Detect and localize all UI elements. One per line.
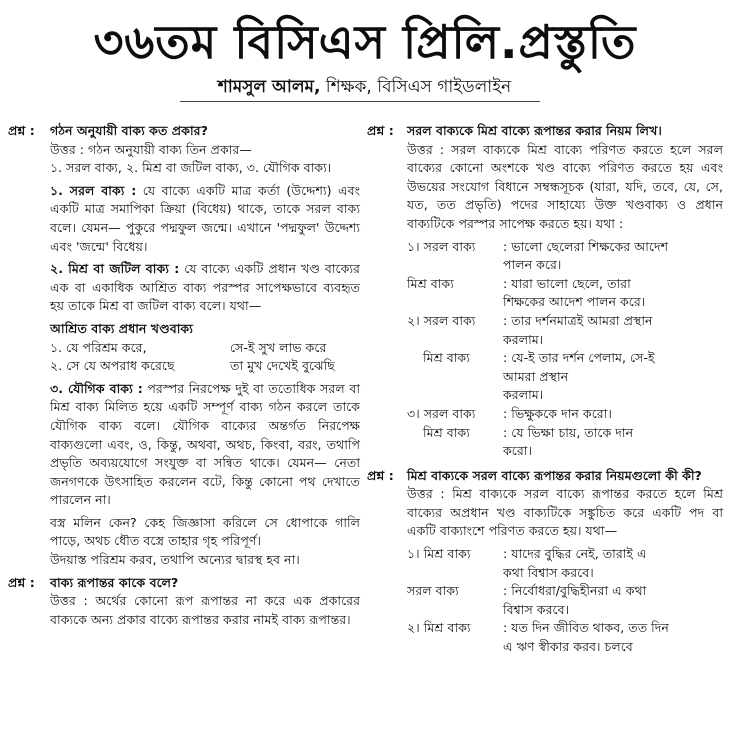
example-label [407, 442, 503, 461]
example-row [407, 349, 723, 368]
question-label: প্রশ্ন : [8, 123, 35, 138]
example-text: করো। [503, 443, 532, 459]
header-divider [180, 101, 540, 102]
answer-line: উত্তর : অর্থের কোনো রূপ রূপান্তর না করে এক প্রকারের বাক্যকে অন্য প্রকার বাক্যে রূপান্তর করার নামই বাক্য রূপান্তর। [50, 593, 360, 627]
example-row [407, 386, 723, 405]
example-row [407, 601, 723, 620]
example-row [407, 331, 723, 350]
section-body: যে বাক্যে একটি মাত্র কর্তা (উদ্দেশ্য) এবং একটি মাত্র সমাপিকা ক্রিয়া (বিধেয়) থাকে, তাকে সরল বাক্য বলে। যেমন— পুকুরে পদ্মফুল জন্মে। এখানে 'পদ্মফুল' উদ্দেশ্য এবং 'জন্মে' বিধেয়। [50, 182, 360, 254]
table-cell: ২. সে যে অপরাধ করেছে [50, 358, 175, 374]
answer-line: উত্তর : মিশ্র বাক্যকে সরল বাক্যে রূপান্তর করতে হলে মিশ্র বাক্যের অপ্রধান খণ্ড বাক্যটিকে সঙ্কুচিত করে একটি পদ বা একটি বাক্যাংশে পরিণত করতে হয়। যথা— [407, 486, 723, 539]
example-text: : যাদের বুদ্ধির নেই, তারাই এ [503, 546, 647, 562]
example-text: : যে-ই তার দর্শন পেলাম, সে-ই [503, 350, 655, 366]
example-label [407, 331, 503, 350]
question-text: মিশ্র বাক্যকে সরল বাক্যে রূপান্তর করার নিয়মগুলো কী কী? [407, 467, 702, 483]
example-text: শিক্ষকের আদেশ পালন করে। [503, 294, 646, 310]
section-body: যে বাক্যে একটি প্রধান খণ্ড বাক্যের এক বা একাধিক আশ্রিত বাক্য পরস্পর সাপেক্ষভাবে ব্যবহৃত হয় তাকে মিশ্র বা জটিল বাক্য বলে। যথা— [50, 261, 360, 314]
example-line: উদয়াস্ত পরিশ্রম করব, তথাপি অন্যের দ্বারস্থ হব না। [50, 552, 300, 568]
example-row [407, 424, 723, 443]
question-2 [8, 574, 360, 593]
example-text: করলাম। [503, 387, 544, 403]
byline [0, 76, 729, 98]
example-row [407, 638, 723, 657]
section-heading: ৩. যৌগিক বাক্য : [50, 380, 143, 396]
example-label: ২। মিশ্র বাক্য [407, 620, 471, 636]
answer-line: উত্তর : গঠন অনুযায়ী বাক্য তিন প্রকার— [50, 141, 252, 157]
example-list [407, 238, 723, 461]
left-column [8, 120, 360, 633]
example-text: : ভিক্ষুককে দান করো। [503, 405, 612, 421]
example-row [407, 442, 723, 461]
section-heading: ১. সরল বাক্য : [50, 182, 137, 198]
question-text: গঠন অনুযায়ী বাক্য কত প্রকার? [50, 123, 208, 138]
section-body: পরস্পর নিরপেক্ষ দুই বা ততোধিক সরল বা মিশ্র বাক্য মিলিত হয়ে একটি সম্পূর্ণ বাক্য গঠন করলে তাকে যৌগিক বাক্য বলে। যৌগিক বাক্যের অন্তর্গত নিরপেক্ষ বাক্যগুলো এবং, ও, কিন্তু, অথবা, অথচ, কিংবা, বরং, তথাপি প্রভৃতি অব্যয়যোগে সংযুক্ত বা সন্বিত থাকে। যেমন— নেতা জনগণকে উৎসাহিত করলেন বটে, কিন্তু কোনো পথ দেখাতে পারলেন না। [50, 380, 360, 508]
example-text: কথা বিশ্বাস করবে। [503, 564, 594, 580]
example-row [407, 312, 723, 331]
example-text: এ ঋণ স্বীকার করব। চলবে [503, 639, 633, 655]
example-label [407, 601, 503, 620]
answer-1 [8, 141, 360, 570]
example-row [407, 275, 723, 294]
example-text: : যারা ভালো ছেলে, তারা [503, 275, 631, 291]
question-text: সরল বাক্যকে মিশ্র বাক্যে রূপান্তর করার নিয়ম লিখ। [407, 123, 662, 138]
table-row [50, 339, 360, 358]
section-compound [50, 380, 360, 510]
example-text: বিশ্বাস করবে। [503, 601, 570, 617]
example-table-heading: আশ্রিত বাক্য প্রধান খণ্ডবাক্য [50, 320, 193, 336]
example-label: ৩। সরল বাক্য [407, 405, 476, 421]
example-label [407, 368, 503, 387]
answer-line: ১. সরল বাক্য, ২. মিশ্র বা জটিল বাক্য, ৩. যৌগিক বাক্য। [50, 160, 332, 176]
example-label [407, 293, 503, 312]
example-label: মিশ্র বাক্য [407, 275, 454, 291]
answer-3 [367, 141, 723, 461]
question-4 [367, 467, 723, 486]
table-cell: ১. যে পরিশ্রম করে, [50, 339, 147, 355]
example-text: আমরা প্রস্থান [503, 368, 569, 384]
example-label: সরল বাক্য [407, 583, 459, 599]
example-label [407, 256, 503, 275]
example-text: : যত দিন জীবিত থাকব, তত দিন [503, 620, 669, 636]
section-heading: ২. মিশ্র বা জটিল বাক্য : [50, 261, 180, 277]
answer-4 [367, 485, 723, 656]
author-role: শিক্ষক, বিসিএস গাইডলাইন [320, 77, 512, 97]
example-text: : ভালো ছেলেরা শিক্ষকের আদেশ [503, 238, 669, 254]
table-row [50, 357, 360, 376]
example-text: : তার দর্শনমাত্রই আমরা প্রস্থান [503, 312, 653, 328]
table-cell: তা মুখ দেখেই বুঝেছি [230, 358, 335, 374]
author-name: শামসুল আলম, [217, 77, 321, 97]
question-label: প্রশ্ন : [367, 467, 394, 483]
example-row [407, 293, 723, 312]
example-text: : যে ভিক্ষা চায়, তাকে দান [503, 424, 634, 440]
question-text: বাক্য রূপান্তর কাকে বলে? [50, 574, 179, 590]
example-text: পালন করে। [503, 257, 562, 273]
example-label: মিশ্র বাক্য [423, 424, 470, 440]
example-row [407, 368, 723, 387]
table-cell: সে-ই সুখ লাভ করে [230, 339, 327, 355]
question-3 [367, 122, 723, 141]
example-row [407, 545, 723, 564]
example-row [407, 405, 723, 424]
example-row [407, 256, 723, 275]
example-text: : নির্বোধরা/বুদ্ধিহীনরা এ কথা [503, 583, 647, 599]
answer-line: উত্তর : সরল বাক্যকে মিশ্র বাক্যে পরিণত করতে হলে সরল বাক্যের কোনো অংশকে খণ্ড বাক্যে পরিণত করতে হয় এবং উভয়ের সংযোগ বিধানে সম্বন্ধসূচক (যারা, যদি, তবে, যে, সে, যত, তত প্রভৃতি) পদের সাহায্যে উক্ত খণ্ডবাক্য ও প্রধান বাক্যটিকে পরস্পর সাপেক্ষ করতে হয়। যথা : [407, 141, 723, 231]
example-label [407, 386, 503, 405]
example-row [407, 238, 723, 257]
section-complex [50, 260, 360, 316]
example-text: করলাম। [503, 331, 544, 347]
question-1 [8, 122, 360, 141]
example-label [407, 638, 503, 657]
example-label: ১। মিশ্র বাক্য [407, 546, 471, 562]
example-row [407, 582, 723, 601]
example-table [50, 339, 360, 376]
example-label [407, 564, 503, 583]
answer-2 [8, 592, 360, 629]
page-title: ৩৬তম বিসিএস প্রিলি.প্রস্তুতি [93, 15, 637, 69]
example-label: মিশ্র বাক্য [423, 350, 470, 366]
section-simple [50, 182, 360, 256]
right-column [367, 120, 723, 657]
question-label: প্রশ্ন : [8, 574, 35, 590]
example-label: ১। সরল বাক্য [407, 238, 476, 254]
example-row [407, 564, 723, 583]
example-row [407, 619, 723, 638]
example-label: ২। সরল বাক্য [407, 312, 476, 328]
question-label: প্রশ্ন : [367, 123, 394, 138]
example-list [407, 545, 723, 657]
example-line: বস্ত্র মলিন কেন? কেহ জিজ্ঞাসা করিলে সে ধোপাকে গালি পাড়ে, অথচ ধৌত বস্ত্রে তাহার গৃহ পরিপূর্ণ। [50, 514, 360, 549]
